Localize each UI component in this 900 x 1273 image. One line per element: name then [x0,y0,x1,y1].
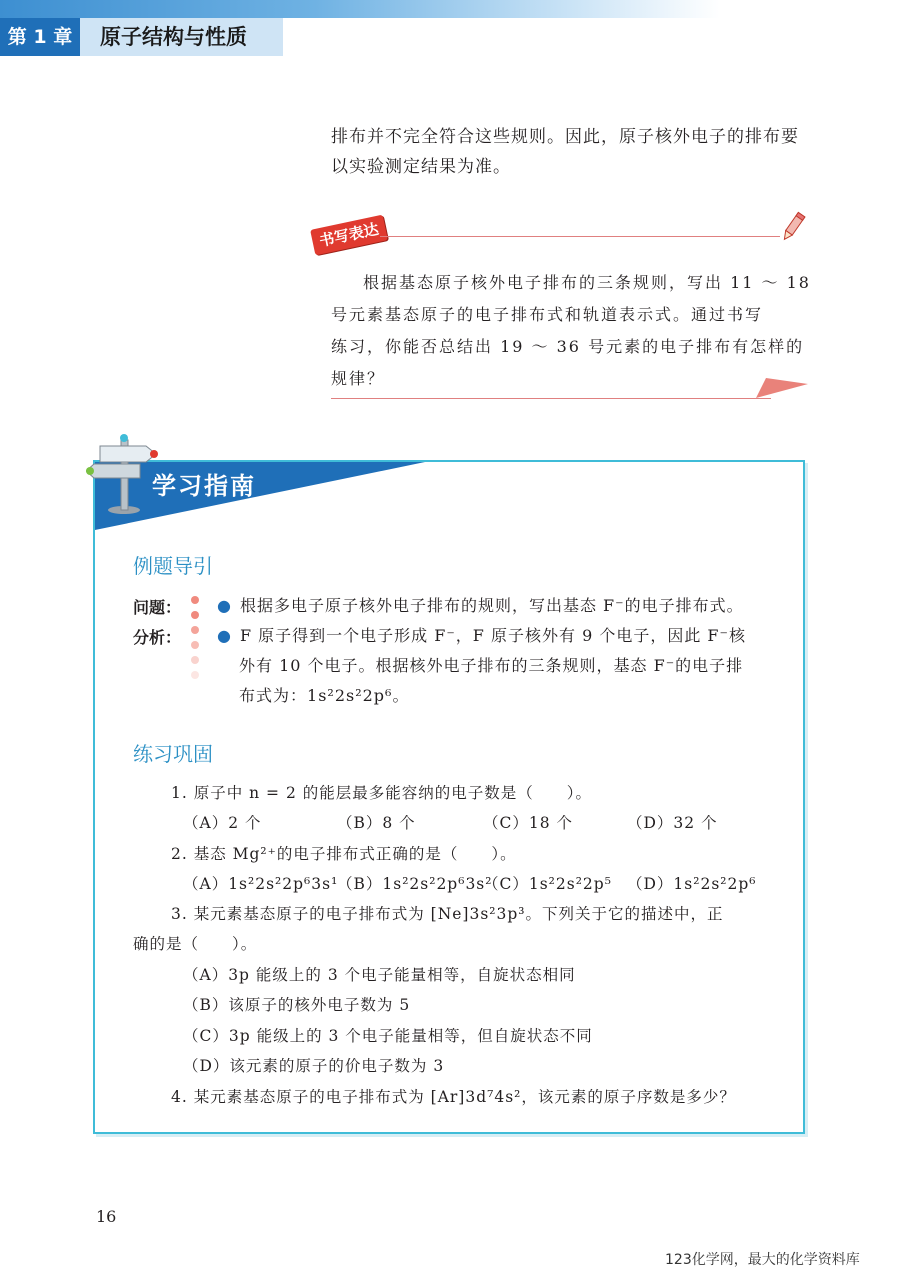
bullet-icon: ● [217,626,232,645]
q3-stem-cont: 确的是（ ）。 [133,935,258,953]
header-band [0,0,900,18]
writing-text [331,267,811,395]
question-body: 根据多电子原子核外电子排布的规则，写出基态 F⁻的电子排布式。 [239,596,744,615]
writing-line: 练习，你能否总结出 19 ～ 36 号元素的电子排布有怎样的 [331,337,805,356]
chapter-tag: 第 1 章 [0,18,80,56]
question-text [217,591,787,621]
q1-option-a: （A）2 个 [183,814,262,832]
analysis-formula: 1s²2s²2p⁶。 [307,686,410,705]
divider [331,398,771,399]
writing-line: 号元素基态原子的电子排布式和轨道表示式。通过书写 [331,305,764,324]
pencil-icon [780,210,806,244]
intro-paragraph [331,122,811,182]
divider [380,236,780,237]
q4-stem: 4. 某元素基态原子的电子排布式为 [Ar]3d⁷4s²，该元素的原子序数是多少？ [171,1088,736,1106]
question-label: 问题： [133,598,182,617]
writing-line: 规律？ [331,369,386,388]
intro-line: 排布并不完全符合这些规则。因此，原子核外电子的排布要 [331,127,799,147]
q3-option-b: （B）该原子的核外电子数为 5 [183,996,411,1014]
section-heading-practice: 练习巩固 [133,742,213,766]
q1-option-c: （C）18 个 [483,814,574,832]
analysis-text [217,621,777,711]
chapter-title: 原子结构与性质 [80,18,283,56]
writing-badge: 书写表达 [310,215,388,256]
section-heading-example: 例题导引 [133,554,213,578]
arrow-decoration-icon [756,374,808,400]
q2-option-a: （A）1s²2s²2p⁶3s¹ [183,875,339,893]
analysis-prefix: 布式为： [239,686,308,705]
q2-option-d: （D）1s²2s²2p⁶ [627,875,757,893]
intro-line: 以实验测定结果为准。 [331,157,511,177]
decorative-dots [189,594,201,690]
analysis-label: 分析： [133,628,182,647]
writing-line: 根据基态原子核外电子排布的三条规则，写出 11 ～ 18 [363,273,811,292]
q3-option-d: （D）该元素的原子的价电子数为 3 [183,1057,445,1075]
analysis-line: 外有 10 个电子。根据核外电子排布的三条规则，基态 F⁻的电子排 [239,656,744,675]
footer-source: 123化学网，最大的化学资料库 [665,1252,860,1268]
bullet-icon: ● [217,596,232,615]
q1-option-b: （B）8 个 [337,814,416,832]
guide-title: 学习指南 [152,472,256,500]
q3-option-c: （C）3p 能级上的 3 个电子能量相等，但自旋状态不同 [183,1027,593,1045]
q1-option-d: （D）32 个 [627,814,718,832]
q3-stem: 3. 某元素基态原子的电子排布式为 [Ne]3s²3p³。下列关于它的描述中，正 [171,905,724,923]
analysis-line: F 原子得到一个电子形成 F⁻，F 原子核外有 9 个电子，因此 F⁻核 [239,626,746,645]
q3-option-a: （A）3p 能级上的 3 个电子能量相等，自旋状态相同 [183,966,576,984]
q2-stem: 2. 基态 Mg²⁺的电子排布式正确的是（ ）。 [171,845,517,863]
q2-option-c: （C）1s²2s²2p⁵ [483,875,612,893]
q1-stem: 1. 原子中 n = 2 的能层最多能容纳的电子数是（ ）。 [171,784,593,802]
q2-option-b: （B）1s²2s²2p⁶3s² [337,875,493,893]
page-number: 16 [96,1207,117,1226]
